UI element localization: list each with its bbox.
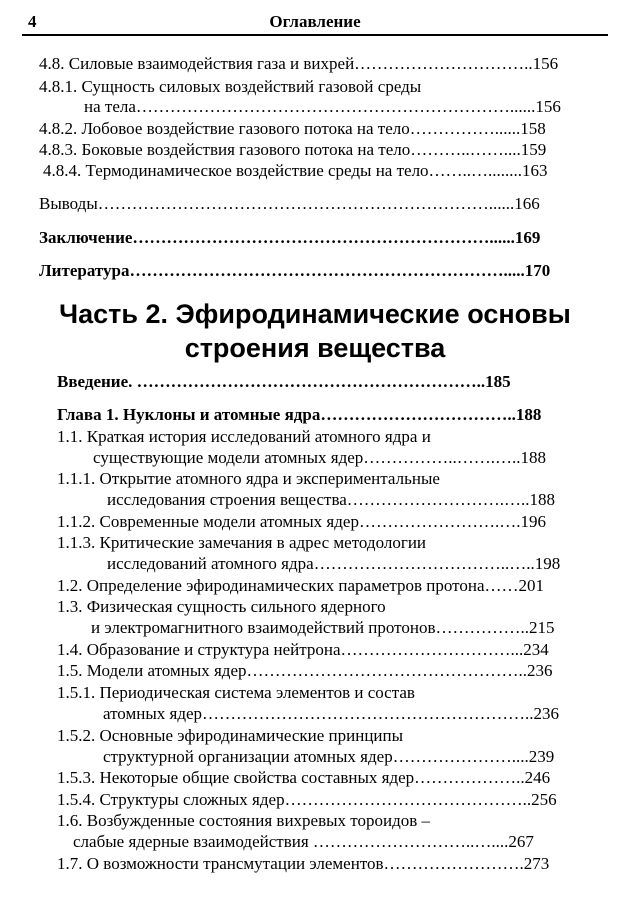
toc-entry-1-1-cont: существующие модели атомных ядер……………..…….…..188 [93,448,547,467]
part2-title-line1: Часть 2. Эфиродинамические основы [59,299,571,329]
toc-entry-1-2: 1.2. Определение эфиродинамических параметров протона……201 [57,576,545,595]
toc-entry-1-1-3-cont: исследований атомного ядра……………………………..…..198 [107,554,561,573]
toc-entry-1-1: 1.1. Краткая история исследований атомного ядра и [57,427,431,446]
toc-entry-chapter-1: Глава 1. Нуклоны и атомные ядра……………………………..188 [57,405,542,424]
toc-entry-4-8: 4.8. Силовые взаимодействия газа и вихрей…………………………..156 [39,54,559,73]
toc-entry-1-5-2: 1.5.2. Основные эфиродинамические принципы [57,726,404,745]
toc-entry-1-4: 1.4. Образование и структура нейтрона…………………………...234 [57,640,549,659]
toc-entry-1-5-4: 1.5.4. Структуры сложных ядер……………………………………..256 [57,790,557,809]
toc-entry-4-8-2: 4.8.2. Лобовое воздействие газового потока на тело……………......158 [39,119,546,138]
toc-entry-1-3-cont: и электромагнитного взаимодействий протонов……………..215 [91,618,555,637]
toc-entry-1-5-1-cont: атомных ядер…………………………………………………..236 [103,704,560,723]
toc-entry-1-5-2-cont: структурной организации атомных ядер…………………....239 [103,747,555,766]
toc-entry-1-1-2: 1.1.2. Современные модели атомных ядер…………………….….196 [57,512,546,531]
toc-entry-1-5: 1.5. Модели атомных ядер…………………………………………..236 [57,661,553,680]
toc-entry-1-1-1-cont: исследования строения вещества……………………….…..188 [107,490,556,509]
page-number: 4 [28,12,37,31]
toc-entry-literature: Литература………………………………………………………….....170 [39,261,551,280]
part2-title-line2: строения вещества [184,333,446,363]
toc-entry-1-1-3: 1.1.3. Критические замечания в адрес методологии [57,533,427,552]
toc-entry-conclusions: Выводы……………………………………………………………......166 [39,194,540,213]
toc-entry-1-1-1: 1.1.1. Открытие атомного ядра и экспериментальные [57,469,440,488]
page-title: Оглавление [269,12,361,31]
toc-entry-4-8-3: 4.8.3. Боковые воздействия газового потока на тело………..……....159 [39,140,547,159]
toc-entry-4-8-4: 4.8.4. Термодинамическое воздействие среды на тело……..…........163 [43,161,548,180]
toc-entry-closing: Заключение………………………………………………………......169 [39,228,541,247]
toc-entry-1-6-cont: слабые ядерные взаимодействия ………………………..…....267 [73,832,534,851]
toc-entry-4-8-1: 4.8.1. Сущность силовых воздействий газовой среды [39,77,422,96]
toc-entry-1-7: 1.7. О возможности трансмутации элементов…………………….273 [57,854,550,873]
toc-entry-introduction: Введение. ……………………………………………………..185 [57,372,511,391]
page-header [22,10,608,36]
toc-entry-1-5-1: 1.5.1. Периодическая система элементов и состав [57,683,415,702]
toc-entry-1-3: 1.3. Физическая сущность сильного ядерного [57,597,386,616]
toc-entry-1-6: 1.6. Возбужденные состояния вихревых тороидов – [57,811,431,830]
toc-entry-4-8-1-cont: на тела…………………………………………………………......156 [84,97,561,116]
toc-entry-1-5-3: 1.5.3. Некоторые общие свойства составных ядер………………..246 [57,768,551,787]
